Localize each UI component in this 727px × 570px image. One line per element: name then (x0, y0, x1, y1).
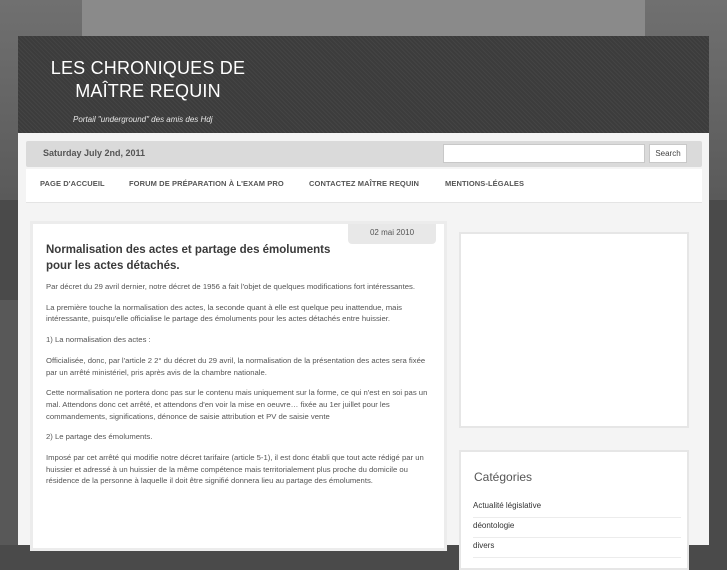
categories-list (473, 498, 681, 558)
nav-item-forum[interactable]: FORUM DE PRÉPARATION À L'EXAM PRO (129, 179, 284, 188)
current-date: Saturday July 2nd, 2011 (43, 148, 146, 158)
post-paragraph: Cette normalisation ne portera donc pas sur le contenu mais uniquement sur la forme, ce qui n'est en soi pas un mal. Attendons donc cet arrêté, et attendons d'en voir la mise en oeuvre… fixée au 1er juillet pour les commandements, significations, dénonce de saisie attribution et PV de saisie vente (46, 388, 428, 421)
date-search-bar (26, 141, 702, 167)
nav-item-mentions[interactable]: MENTIONS-LÉGALES (445, 179, 525, 188)
post-paragraph: Imposé par cet arrêté qui modifie notre décret tarifaire (article 5-1), il est donc établi que tout acte rédigé par un huissier et adressé à un huissier de la même compétence mais territorialement plus proche du domicile ou résidence de la personne à laquelle il doit être signifié donnera lieu au partage des émoluments. (46, 453, 424, 486)
sidebar-widget-empty (459, 232, 689, 428)
post-paragraph: 2) Le partage des émoluments. (46, 432, 153, 442)
category-link[interactable]: Actualité législative (473, 498, 681, 518)
site-header (18, 36, 709, 133)
category-link[interactable]: déontologie (473, 518, 681, 538)
site-title[interactable]: LES CHRONIQUES DE MAÎTRE REQUIN (50, 58, 246, 101)
categories-title: Catégories (474, 470, 533, 484)
post-paragraph: Officialisée, donc, par l'article 2 2° du décret du 29 avril, la normalisation de la présentation des actes sera fixée par un arrêté ministériel, pris après avis de la chambre nationale. (46, 355, 426, 377)
nav-item-accueil[interactable]: PAGE D'ACCUEIL (40, 179, 105, 188)
background-panel (82, 0, 645, 36)
main-navigation (26, 169, 702, 203)
site-tagline: Portail "underground" des amis des Hdj (73, 115, 213, 124)
post-paragraph: Par décret du 29 avril dernier, notre décret de 1956 a fait l'objet de quelques modifications fort intéressantes. (46, 282, 415, 291)
post-title[interactable]: Normalisation des actes et partage des émoluments pour les actes détachés. (46, 244, 331, 272)
post-paragraph: 1) La normalisation des actes : (46, 335, 151, 345)
page-container (18, 36, 709, 550)
post-paragraph: La première touche la normalisation des actes, la seconde quant à elle est quelque peu inattendue, mais intéressante, puisqu'elle officialise le partage des émoluments pour les actes détachés entre huissier. (46, 302, 402, 324)
nav-item-contact[interactable]: CONTACTEZ MAÎTRE REQUIN (309, 179, 420, 188)
blog-post (30, 221, 447, 551)
search-button[interactable]: Search (649, 144, 687, 163)
background-shadow (0, 300, 18, 545)
post-date: 02 mai 2010 (348, 224, 436, 244)
categories-widget (459, 450, 689, 570)
search-input[interactable] (443, 144, 645, 163)
category-link[interactable]: divers (473, 538, 681, 558)
post-body (46, 281, 436, 496)
